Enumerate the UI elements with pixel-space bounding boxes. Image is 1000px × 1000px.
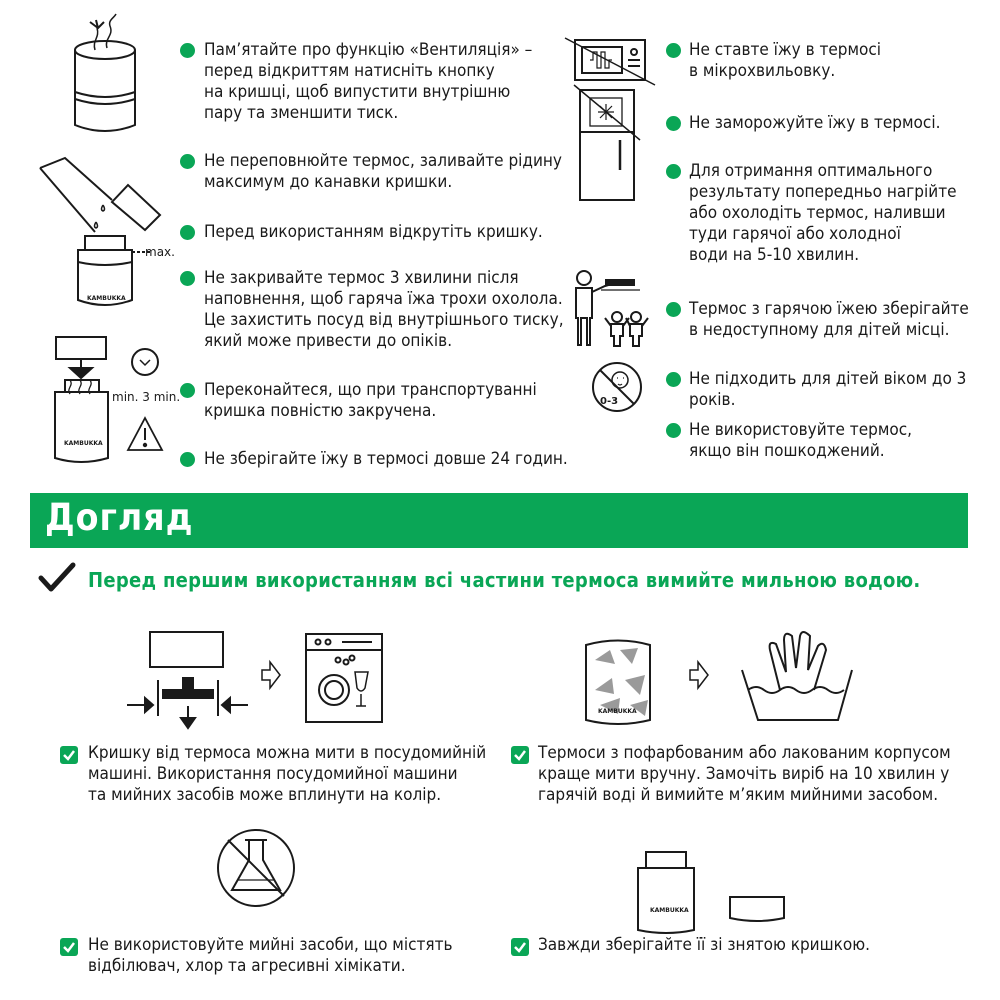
age-label: 0-3 <box>600 396 619 407</box>
right-bullet-6: Не використовуйте термос, якщо він пошкоджений. <box>689 420 913 461</box>
bullet-dot <box>180 154 195 169</box>
bullet-dot <box>666 423 681 438</box>
bullet-dot <box>666 43 681 58</box>
right-bullet-1: Не ставте їжу в термосі в мікрохвильовку. <box>689 40 882 81</box>
left-bullet-3: Перед використанням відкрутіть кришку. <box>204 222 543 242</box>
left-bullet-1: Пам’ятайте про функцію «Вентиляція» – перед відкриттям натисніть кнопку на кришці, щоб випустити внутрішню пару та зменшити тиск. <box>204 40 533 123</box>
no-bleach-icon <box>218 830 294 906</box>
checkbox-icon <box>60 938 78 956</box>
store-no-lid-icon <box>638 852 784 933</box>
bullet-dot <box>666 302 681 317</box>
care-item-3: Не використовуйте мийні засоби, що містять відбілювач, хлор та агресивні хімікати. <box>88 935 453 976</box>
left-bullet-6: Не зберігайте їжу в термосі довше 24 годин. <box>204 449 568 469</box>
bullet-dot <box>180 225 195 240</box>
left-bullet-2: Не переповнюйте термос, заливайте рідину максимум до канавки кришки. <box>204 151 562 192</box>
no-freezer-icon <box>574 85 640 200</box>
bullet-dot <box>666 116 681 131</box>
no-microwave-icon <box>565 38 655 85</box>
lid-dishwasher-icon <box>127 632 382 728</box>
right-bullet-5: Не підходить для дітей віком до 3 років. <box>689 369 967 410</box>
bullet-dot <box>180 43 195 58</box>
section-title: Догляд <box>45 496 194 539</box>
right-bullet-3: Для отримання оптимального результату попередньо нагрійте або охолодіть термос, наливши туди гарячої або холодної води на 5-10 хвилин. <box>689 161 957 265</box>
bullet-dot <box>666 164 681 179</box>
bullet-dot <box>180 383 195 398</box>
vent-thermos-icon <box>75 14 135 131</box>
care-item-2: Термоси з пофарбованим або лакованим корпусом краще мити вручну. Замочіть виріб на 10 хвилин у гарячій воді й вимийте м’яким мийними засобом. <box>538 743 951 805</box>
care-item-1: Кришку від термоса можна мити в посудомийній машині. Використання посудомийної машини та мийних засобів може вплинути на колір. <box>88 743 487 805</box>
care-item-4: Завжди зберігайте її зі знятою кришкою. <box>538 935 870 955</box>
right-bullet-4: Термос з гарячою їжею зберігайте в недоступному для дітей місці. <box>689 299 969 340</box>
min3-label: min. 3 min. <box>112 390 181 404</box>
bullet-dot <box>666 372 681 387</box>
keep-away-children-icon <box>576 271 648 346</box>
brand-label-3: KAMBUKKA <box>598 708 637 715</box>
left-bullet-4: Не закривайте термос 3 хвилини після наповнення, щоб гаряча їжа трохи охолола. Це захистить посуд від внутрішнього тиску, який може привести до опіків. <box>204 268 564 351</box>
brand-label-4: KAMBUKKA <box>650 907 689 914</box>
checkbox-icon <box>511 746 529 764</box>
bullet-dot <box>180 271 195 286</box>
brand-label-2: KAMBUKKA <box>64 440 103 447</box>
pour-max-icon <box>40 158 160 305</box>
care-intro: Перед першим використанням всі частини термоса вимийте мильною водою. <box>88 568 921 592</box>
left-bullet-5: Переконайтеся, що при транспортуванні кришка повністю закручена. <box>204 380 537 421</box>
checkbox-icon <box>511 938 529 956</box>
checkmark-icon <box>38 562 76 594</box>
right-bullet-2: Не заморожуйте їжу в термосі. <box>689 113 941 133</box>
brand-label-1: KAMBUKKA <box>87 295 126 302</box>
bullet-dot <box>180 452 195 467</box>
checkbox-icon <box>60 746 78 764</box>
max-label: max. <box>145 245 175 259</box>
